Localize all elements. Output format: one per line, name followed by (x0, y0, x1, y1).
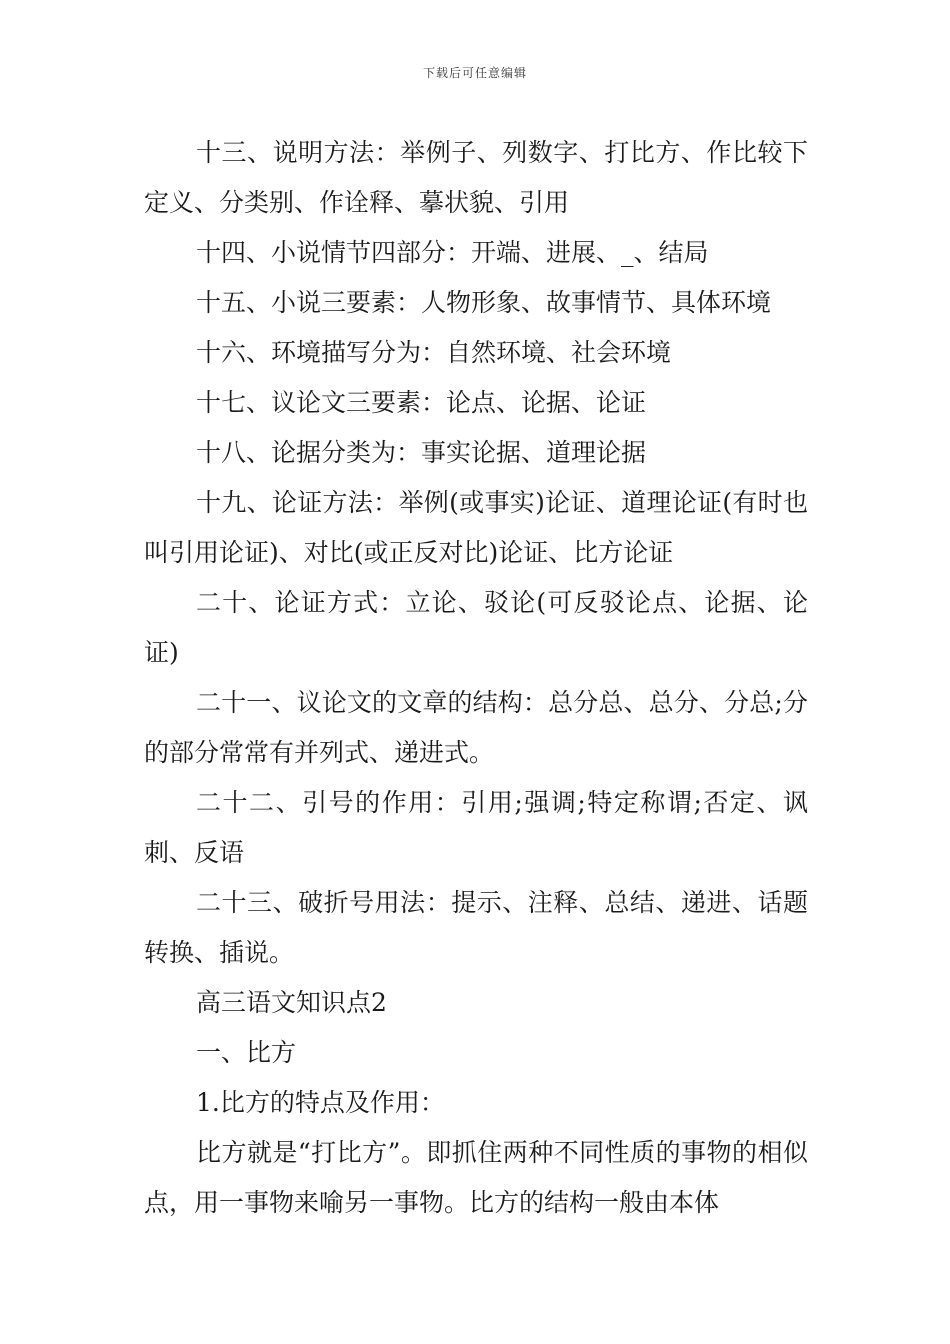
subheading: 1.比方的特点及作用： (196, 1088, 445, 1117)
document-body (144, 128, 808, 1228)
paragraph: 十五、小说三要素：人物形象、故事情节、具体环境 (196, 288, 772, 317)
paragraph: 二十二、引号的作用：引用;强调;特定称谓;否定、讽刺、反语 (144, 788, 808, 867)
paragraph: 十七、议论文三要素：论点、论据、论证 (196, 388, 647, 417)
paragraph: 二十一、议论文的文章的结构：总分总、总分、分总;分的部分常常有并列式、递进式。 (144, 688, 808, 767)
paragraph: 二十三、破折号用法：提示、注释、总结、递进、话题转换、插说。 (144, 888, 808, 967)
page-header: 下载后可任意编辑 (422, 66, 527, 80)
section-title: 高三语文知识点2 (196, 988, 387, 1017)
section-heading: 一、比方 (196, 1038, 297, 1067)
paragraph: 十八、论据分类为：事实论据、道理论据 (196, 438, 647, 467)
paragraph: 二十、论证方式：立论、驳论(可反驳论点、论据、论证) (144, 588, 808, 667)
paragraph: 十九、论证方法：举例(或事实)论证、道理论证(有时也叫引用论证)、对比(或正反对比)论证、比方论证 (144, 488, 808, 567)
paragraph: 十六、环境描写分为：自然环境、社会环境 (196, 338, 672, 367)
paragraph: 十四、小说情节四部分：开端、进展、_、结局 (196, 238, 709, 267)
paragraph: 比方就是“打比方”。即抓住两种不同性质的事物的相似点，用一事物来喻另一事物。比方的结构一般由本体 (144, 1138, 808, 1217)
paragraph: 十三、说明方法：举例子、列数字、打比方、作比较下定义、分类别、作诠释、摹状貌、引用 (144, 138, 808, 217)
